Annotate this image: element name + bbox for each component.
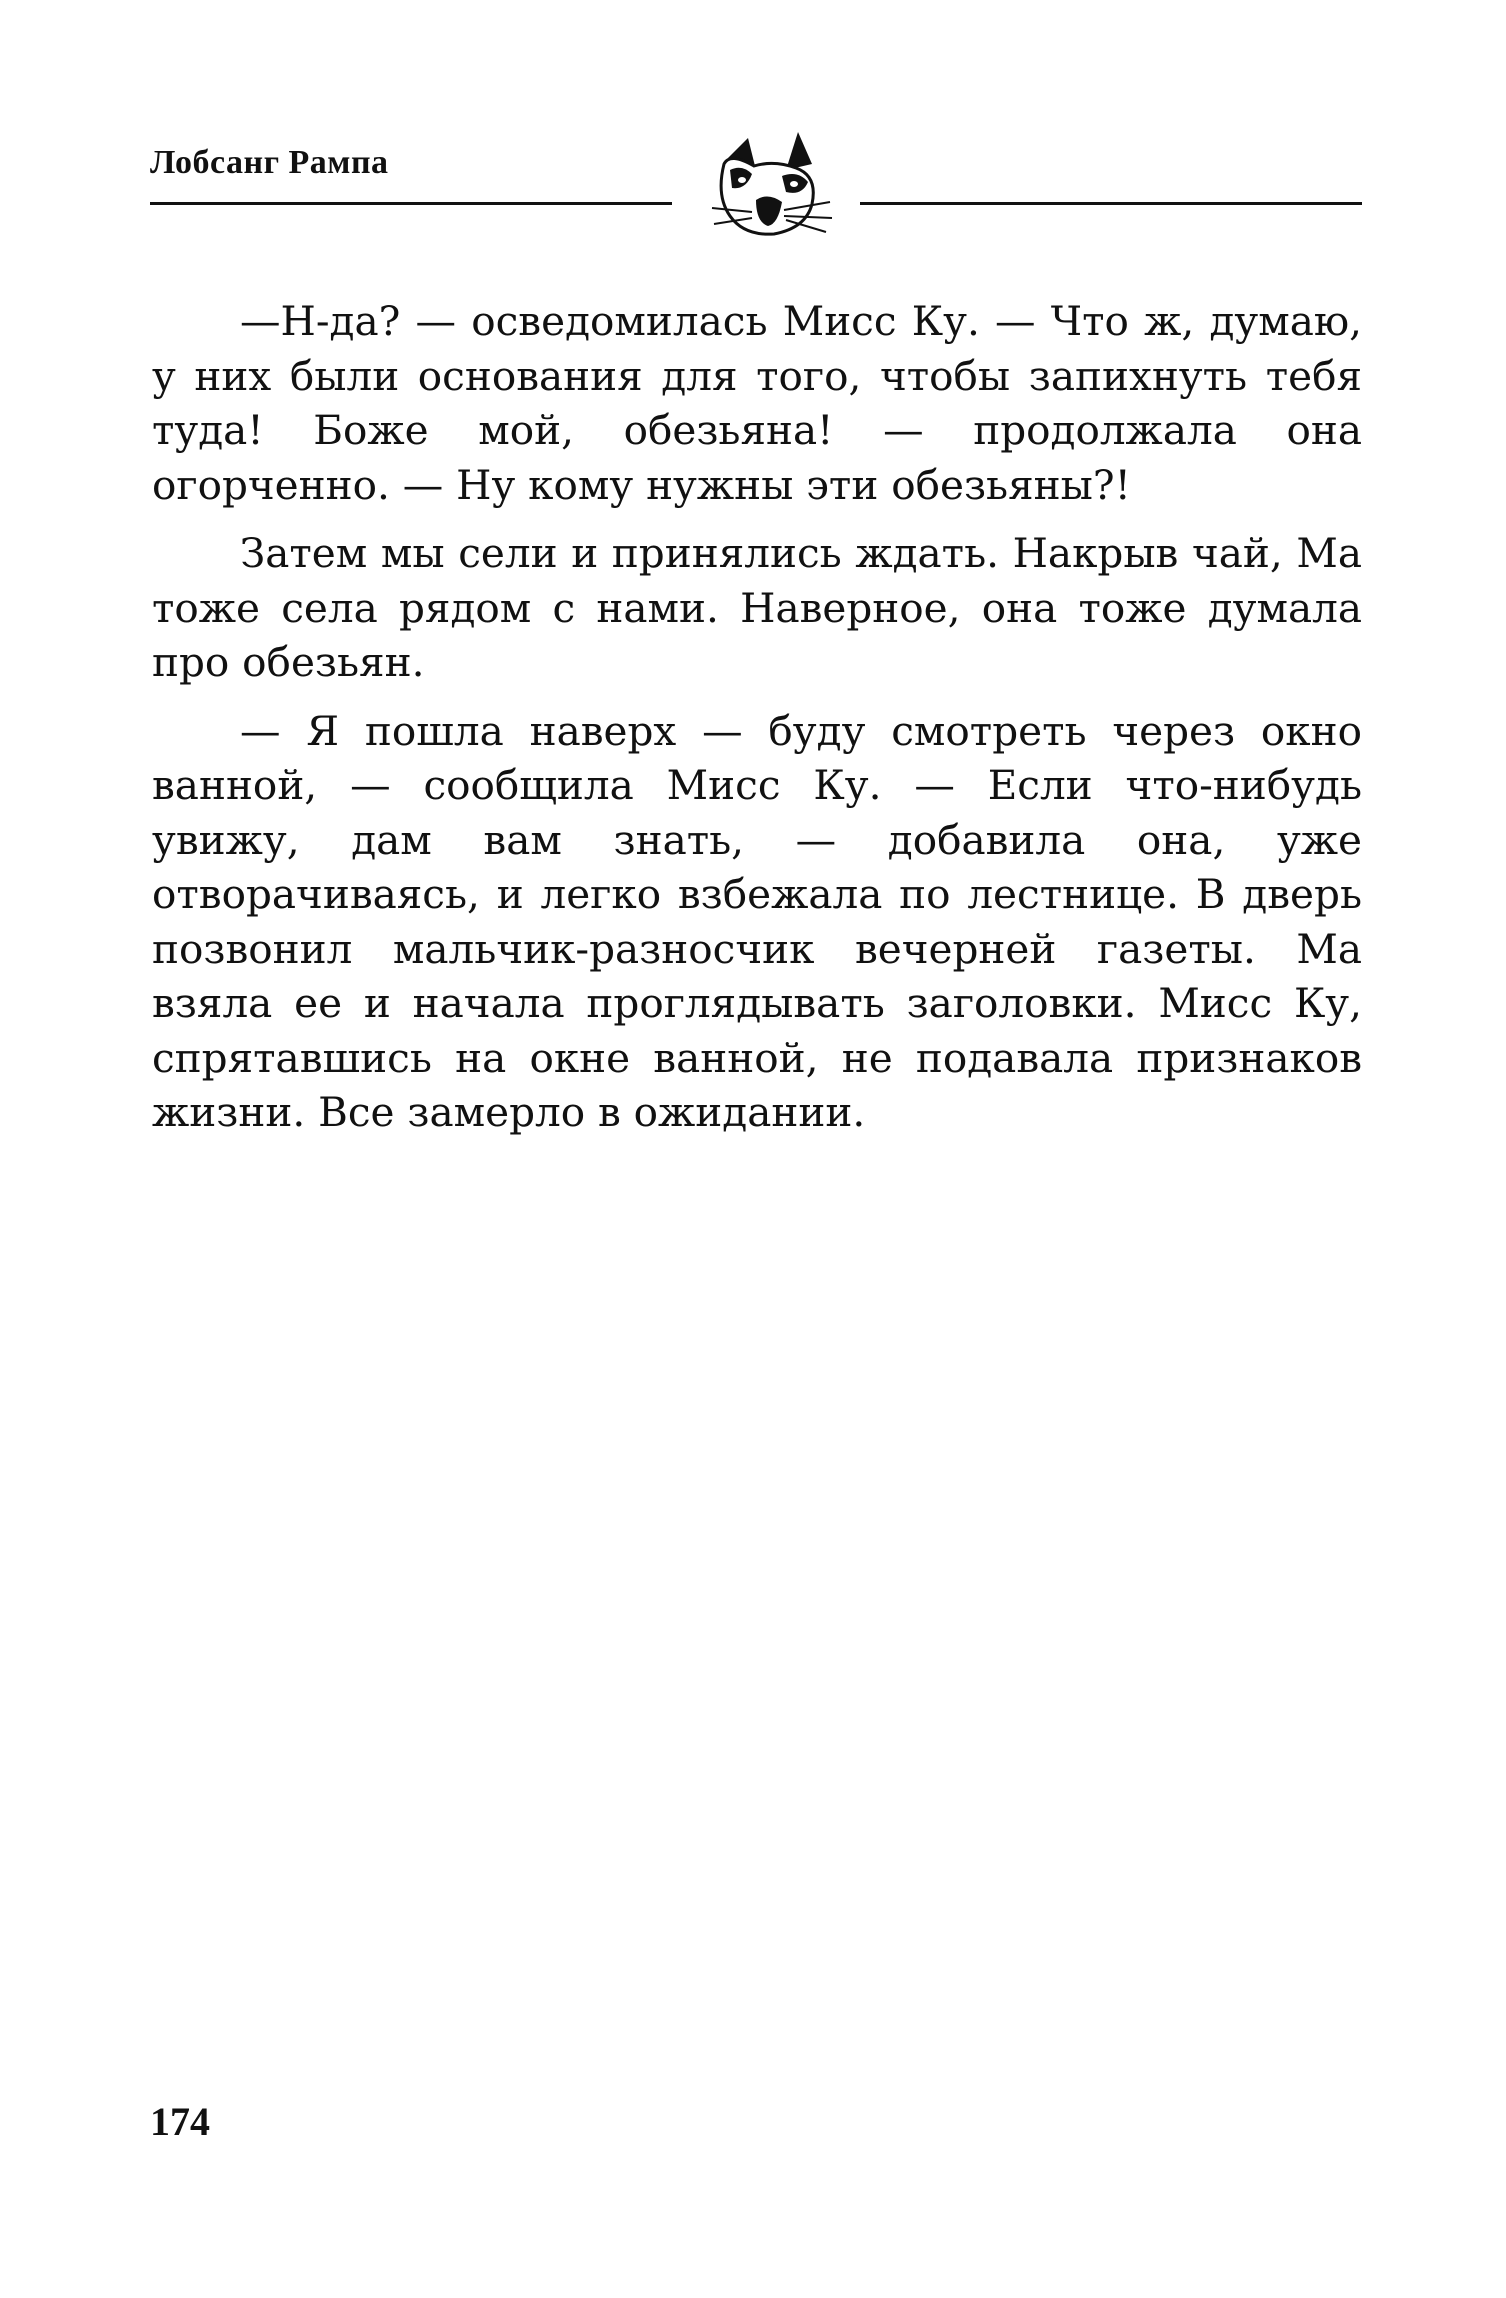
paragraph: — Я пошла наверх — буду смотреть через окно ванной, — сообщила Мисс Ку. — Если что-нибудь увижу, дам вам знать, — добавила она, уже отворачиваясь, и легко взбежала по лестнице. В дверь позвонил мальчик-разносчик вечерней газеты. Ма взяла ее и начала проглядывать заголовки. Мисс Ку, спрятавшись на окне ванной, не подавала признаков жизни. Все замерло в ожидании. <box>152 706 1362 1136</box>
header-rule-left <box>150 202 672 205</box>
page-number: 174 <box>150 2099 210 2144</box>
header-rule-right <box>860 202 1362 205</box>
cat-head-icon <box>690 130 840 240</box>
paragraph: —Н-да? — осведомилась Мисс Ку. — Что ж, думаю, у них были основания для того, чтобы запихнуть тебя туда! Боже мой, обезьяна! — продолжала она огорченно. — Ну кому нужны эти обезьяны?! <box>152 297 1362 509</box>
running-head-author: Лобсанг Рампа <box>150 144 389 181</box>
paragraph: Затем мы сели и принялись ждать. Накрыв чай, Ма тоже села рядом с нами. Наверное, она тоже думала про обезьян. <box>152 529 1362 686</box>
running-header <box>150 130 1362 240</box>
body-text <box>152 294 1362 1154</box>
